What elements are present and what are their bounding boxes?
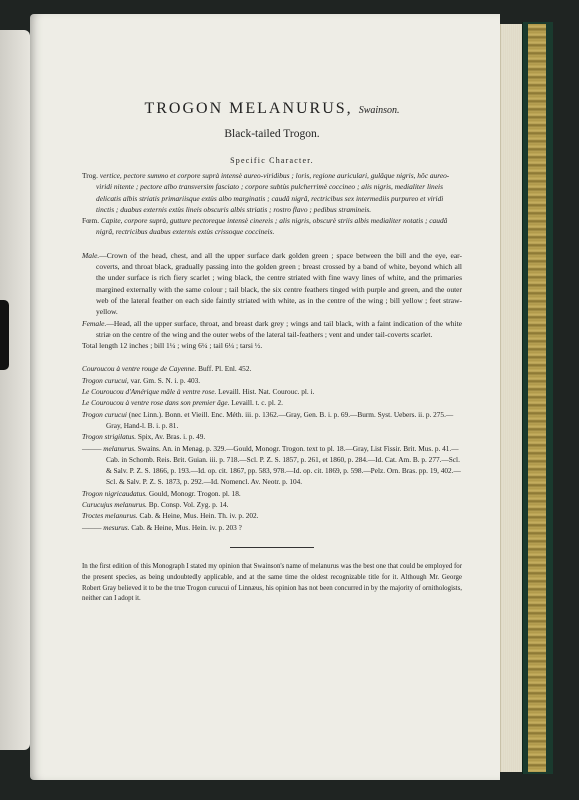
latin-female-text: Capite, corpore suprà, gutture pectoreque intensè cinereis ; alis nigris, obscurè striis albis medialiter notatis ; caudâ nigrâ, rectricibus duabus externis extùs crissoque coccineis. [96, 216, 448, 237]
footnote: In the first edition of this Monograph I stated my opinion that Swainson's name of melanurus was the best one that could be employed for the present species, as being undoubtedly applicable, and at the same time the oldest recognizable title for it. Although Mr. George Robert Gray believed it to be the true Trogon curucui of Linnæus, his opinion has not been concurred in by the majority of ornithologists, neither can I adopt it. [82, 562, 462, 603]
page-clip [0, 300, 9, 370]
synonym-entry [82, 375, 462, 386]
synonym-entry [82, 431, 462, 442]
synonym-name: Curucujus melanurus. [82, 500, 147, 510]
description-female [82, 318, 462, 341]
specific-character-heading: Specific Character. [230, 156, 314, 165]
synonym-reference: Bp. Consp. Vol. Zyg. p. 14. [146, 500, 229, 510]
synonym-entry [82, 386, 462, 397]
synonym-name: ——— mesurus. [82, 522, 130, 532]
synonym-reference: Buff. Pl. Enl. 452. [196, 364, 252, 374]
measurements: Total length 12 inches ; bill 1¼ ; wing 6¼ ; tail 6¼ ; tarsi ½. [82, 341, 263, 351]
latin-male-text: vertice, pectore summo et corpore suprà intensè aureo-viridibus ; loris, regione auriculari, gulâque nigris, hôc aureo-viridi nitente ; pectore albo transversim fasciato ; corpore subtùs pulcherrimè coccineo ; alis nigris, medialiter lineis delicatis albis striatis primariisque extùs albo marginatis ; caudâ nigrâ, rectricibus sex intermediis purpureo et viridi tinctis ; duabus externis extùs lineis obscuris albis striatis ; rostro flavo ; pedibus stramineis. [96, 171, 450, 214]
synonym-name: Le Couroucou d'Amérique mâle à ventre rose. [82, 387, 217, 397]
title-name: TROGON MELANURUS, [144, 100, 353, 117]
latin-male-abbr: Trog. [82, 171, 98, 180]
title-author: Swainson. [358, 105, 400, 116]
synonym-entry [82, 409, 462, 432]
synonym-name: Trogon curucui [82, 409, 127, 419]
synonym-name: Couroucou à ventre rouge de Cayenne. [82, 364, 197, 374]
female-text: —Head, all the upper surface, throat, and breast dark grey ; wings and tail black, with a faint indication of the white striæ on the centre of the wing and the outer webs of the lateral tail-feathers ; vent and under tail-coverts scarlet. [96, 318, 462, 339]
species-title [82, 100, 462, 118]
synonym-entry [82, 499, 462, 510]
synonym-reference: var. Gm. S. N. i. p. 403. [128, 375, 201, 385]
synonym-reference: Swains. An. in Menag. p. 329.—Gould, Monogr. Trogon. text to pl. 18.—Gray, List Fissir. Brit. Mus. p. 41.—Cab. in Schomb. Reis. Brit. Guian. iii. p. 718.—Scl. P. Z. S. 1857, p. 261, et 1860, p. 284.—Id. Cat. Am. B. p. 277.—Scl. & Salv. P. Z. S. 1866, p. 193.—Id. op. cit. 1867, pp. 583, 978.—Id. op. cit. 1869, p. 598.—Pelz. Orn. Bras. pp. 19, 402.—Scl. & Salv. P. Z. S. 1873, p. 292.—Id. Nomencl. Av. Neotr. p. 104. [106, 443, 461, 487]
synonym-reference: Cab. & Heine, Mus. Hein. iv. p. 203 ? [129, 522, 242, 532]
synonymy-list [82, 363, 462, 532]
female-label: Female. [82, 318, 107, 328]
gilt-spine-decoration [528, 24, 546, 772]
latin-male [82, 170, 462, 215]
synonym-reference: Levaill. Hist. Nat. Courouc. pl. i. [216, 387, 315, 397]
synonym-reference: Gould, Monogr. Trogon. pl. 18. [147, 488, 241, 498]
synonym-name: Troctes melanurus. [82, 511, 138, 521]
synonym-entry [82, 397, 462, 408]
synonym-name: Trogon strigilatus. [82, 432, 137, 442]
synonym-name: Le Couroucou à ventre rose dans son premier âge. [82, 398, 230, 408]
synonym-entry [82, 443, 462, 488]
facing-page-edge [0, 30, 30, 750]
english-description [82, 250, 462, 352]
synonym-reference: Spix, Av. Bras. i. p. 49. [136, 432, 206, 442]
latin-female [82, 215, 462, 238]
synonym-name: Trogon nigricaudatus. [82, 488, 148, 498]
synonym-reference: (nec Linn.). Bonn. et Vieill. Enc. Méth. iii. p. 1362.—Gray, Gen. B. i. p. 69.—Burm. Syst. Uebers. ii. p. 275.—Gray, Hand-l. B. i. p. 81. [106, 409, 454, 430]
common-name: Black-tailed Trogon. [224, 128, 320, 140]
synonym-entry [82, 363, 462, 374]
section-divider [230, 547, 314, 548]
synonym-entry [82, 488, 462, 499]
latin-female-abbr: Fœm. [82, 216, 100, 226]
male-text: —Crown of the head, chest, and all the upper surface dark golden green ; space between the bill and the eye, ear-coverts, and throat black, gradually passing into the golden green ; breast crossed by a band of white, beyond which all the under surface is rich fiery scarlet ; wing black, the centre striated with fine wavy lines of white, and the primaries margined externally with the same colour ; tail black, the six centre feathers tinged with purple and green, and the outer web of the lateral feather on each side faintly striated with white, as in the centre of the wing ; bill yellow ; feet straw-yellow. [96, 250, 462, 317]
synonym-name: ——— melanurus. [82, 443, 136, 453]
synonym-reference: Levaill. t. c. pl. 2. [229, 398, 283, 408]
latin-description [82, 170, 462, 238]
description-male [82, 250, 462, 318]
synonym-name: Trogon curucui, [82, 375, 129, 385]
synonym-entry [82, 510, 462, 521]
synonym-reference: Cab. & Heine, Mus. Hein. Th. iv. p. 202. [137, 511, 259, 521]
synonym-entry [82, 522, 462, 533]
page-text [82, 100, 462, 605]
male-label: Male. [82, 250, 100, 260]
page-block-edges [500, 24, 523, 772]
